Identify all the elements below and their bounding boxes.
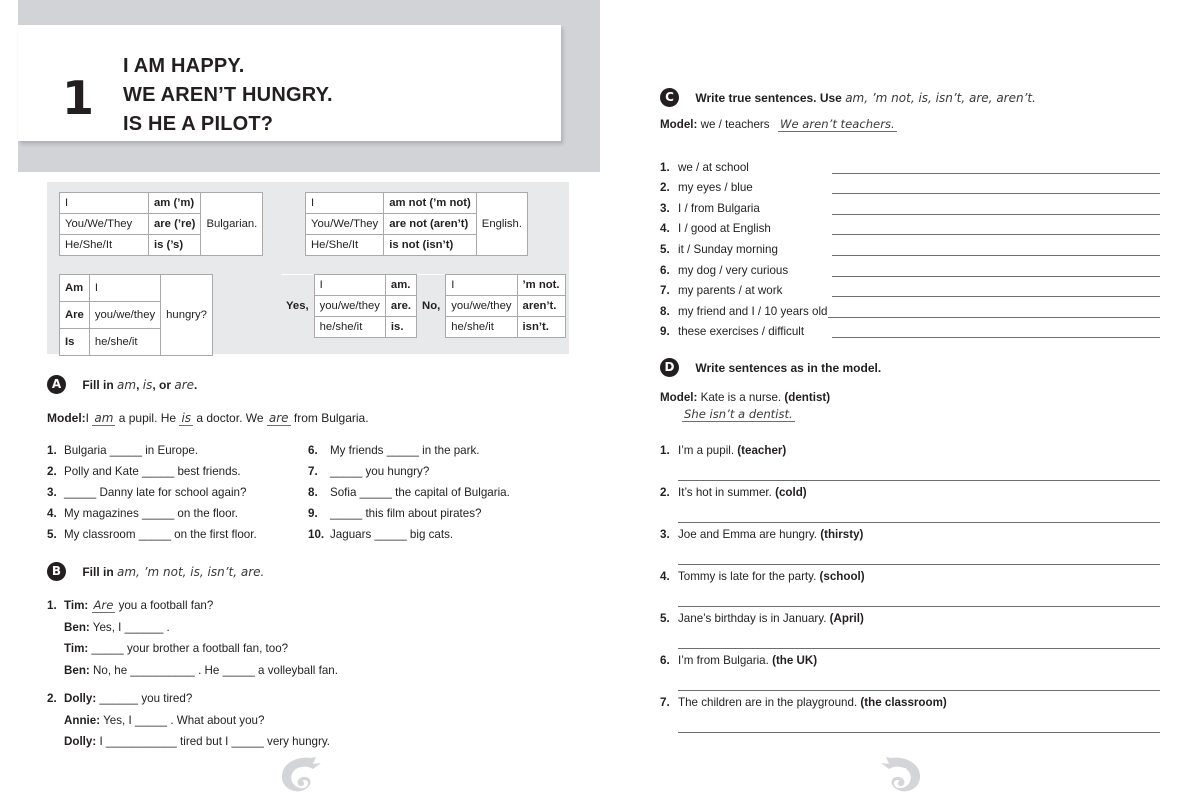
speaker-label: Tim: — [64, 599, 89, 612]
item-number: 4. — [660, 570, 670, 583]
item-text: my friend and I / 10 years old — [678, 304, 828, 318]
answer-line[interactable] — [832, 263, 1160, 277]
answer-line[interactable] — [832, 242, 1160, 256]
instr-hand: is — [142, 377, 153, 392]
item-number: 2. — [660, 181, 670, 195]
list-item[interactable] — [660, 174, 1160, 195]
instr-hand: am — [117, 377, 137, 392]
exercise-d-instruction: Write sentences as in the model. — [695, 360, 882, 375]
item-number: 5. — [660, 612, 670, 625]
item-text: _____ this film about pirates? — [330, 507, 482, 520]
model-label: Model: — [47, 411, 86, 425]
unit-number: 1 — [61, 71, 94, 125]
exercise-c-instruction — [695, 91, 1036, 105]
item-number: 7. — [660, 284, 670, 298]
item-number: 1. — [660, 444, 670, 457]
dialogue-line[interactable] — [47, 638, 338, 660]
exercise-d-heading — [660, 358, 881, 377]
dialogue-line[interactable] — [47, 595, 338, 617]
item-text: I’m from Bulgaria. — [678, 654, 773, 667]
exercise-c-badge: C — [660, 88, 679, 107]
item-number: 3. — [660, 201, 670, 215]
grammar-table-negative — [305, 192, 528, 256]
model-answer: am — [94, 411, 114, 425]
item-text: these exercises / difficult — [678, 325, 805, 339]
list-item[interactable] — [47, 503, 257, 524]
model-cue: (dentist) — [784, 391, 831, 404]
item-text: My classroom _____ on the first floor. — [64, 528, 257, 541]
exercise-d-badge: D — [660, 358, 679, 377]
item-text: It’s hot in summer. — [678, 486, 776, 499]
dialogue-text: I ___________ tired but I _____ very hungry. — [96, 735, 330, 748]
item-number: 3. — [47, 486, 57, 499]
item-number: 10. — [308, 528, 325, 541]
verb-cell: am (’m) — [149, 193, 201, 214]
model-text: from Bulgaria. — [290, 411, 369, 425]
page-number-marker-left — [277, 755, 325, 795]
item-text: Jane’s birthday is in January. — [678, 612, 830, 625]
list-item[interactable] — [660, 318, 1160, 339]
unit-title-line-2: WE AREN’T HUNGRY. — [123, 84, 333, 106]
item-text: My friends _____ in the park. — [330, 444, 480, 457]
item-number: 8. — [308, 486, 318, 499]
subject-cell: you/we/they — [446, 296, 517, 317]
instr-hand: are — [174, 377, 195, 392]
unit-title-line-1: I AM HAPPY. — [123, 55, 245, 77]
verb-cell: is. — [385, 317, 416, 338]
answer-line[interactable] — [828, 304, 1160, 318]
subject-cell: I — [60, 193, 149, 214]
list-item[interactable] — [308, 440, 510, 461]
item-number: 1. — [47, 444, 57, 457]
verb-cell: am. — [385, 275, 416, 296]
verb-cell: Are — [60, 302, 90, 329]
model-answer: We aren’t teachers. — [780, 117, 895, 131]
item-text: we / at school — [678, 160, 749, 174]
verb-cell: is not (isn’t) — [384, 235, 477, 256]
speaker-label: Tim: — [64, 642, 89, 655]
item-text: my dog / very curious — [678, 263, 789, 277]
instr-text: Write true sentences. Use — [695, 90, 846, 105]
list-item[interactable] — [660, 444, 1160, 486]
verb-cell: are (’re) — [149, 214, 201, 235]
item-number: 5. — [660, 242, 670, 256]
subject-cell: He/She/It — [60, 235, 149, 256]
item-number: 8. — [660, 304, 670, 318]
exercise-a-badge: A — [47, 375, 66, 394]
model-answer: are — [268, 411, 289, 425]
item-text: _____ you hungry? — [330, 465, 430, 478]
subject-cell: you/we/they — [89, 302, 160, 329]
grammar-reference-box — [47, 182, 569, 354]
item-text: my parents / at work — [678, 284, 783, 298]
item-prompt — [660, 486, 1160, 499]
speaker-label: Dolly: — [64, 735, 97, 748]
item-number: 3. — [660, 528, 670, 541]
list-item[interactable] — [47, 440, 257, 461]
model-prompt: we / teachers — [700, 118, 770, 131]
item-number: 1. — [47, 599, 57, 612]
dialogue-text: Yes, I _____ . What about you? — [103, 713, 265, 727]
subject-cell: You/We/They — [306, 214, 384, 235]
item-cue: (thirsty) — [820, 528, 864, 541]
verb-cell: ’m not. — [517, 275, 565, 296]
item-number: 1. — [660, 160, 670, 174]
dialogue-text: ______ you tired? — [96, 692, 193, 705]
instr-hand: am, ’m not, is, isn’t, are, aren’t. — [845, 90, 1036, 105]
list-item[interactable] — [660, 194, 1160, 215]
model-answer: is — [181, 411, 192, 425]
item-cue: (the classroom) — [860, 696, 947, 709]
item-text: I / from Bulgaria — [678, 201, 760, 215]
model-label: Model: — [660, 118, 698, 131]
item-text: it / Sunday morning — [678, 242, 778, 256]
list-item[interactable] — [660, 612, 1160, 654]
model-text: a pupil. He — [115, 411, 180, 425]
complement-cell: Bulgarian. — [201, 193, 263, 256]
item-prompt — [660, 696, 1160, 709]
verb-cell: aren’t. — [517, 296, 565, 317]
item-text: my eyes / blue — [678, 181, 753, 195]
item-text: Jaguars _____ big cats. — [330, 528, 454, 541]
answer-line[interactable] — [832, 221, 1160, 235]
item-cue: (teacher) — [737, 444, 787, 457]
exercise-c-heading — [660, 88, 1036, 107]
complement-cell: English. — [476, 193, 527, 256]
grammar-table-affirmative — [59, 192, 263, 256]
list-item[interactable] — [308, 482, 510, 503]
item-text: _____ Danny late for school again? — [64, 486, 247, 499]
dialogue-line[interactable] — [47, 710, 330, 732]
answer-line[interactable] — [832, 201, 1160, 215]
page-number: 4 — [298, 765, 306, 780]
list-item[interactable] — [660, 215, 1160, 236]
instr-text: Fill in — [82, 564, 118, 579]
verb-cell: are not (aren’t) — [384, 214, 477, 235]
exercise-d-model — [660, 391, 1160, 421]
dialogue-line[interactable] — [47, 731, 330, 753]
instr-text: . — [194, 377, 198, 392]
item-number: 4. — [660, 222, 670, 236]
model-label: Model: — [660, 391, 698, 404]
verb-cell: am not (’m not) — [384, 193, 477, 214]
exercise-a-model — [47, 411, 369, 425]
item-prompt — [660, 612, 1160, 625]
item-cue: (the UK) — [772, 654, 818, 667]
item-prompt — [660, 528, 1160, 541]
speaker-label: Annie: — [64, 713, 101, 727]
table-row — [306, 193, 528, 214]
item-text: Sofia _____ the capital of Bulgaria. — [330, 486, 510, 499]
page-number-marker-right — [877, 755, 925, 795]
item-text: Joe and Emma are hungry. — [678, 528, 821, 541]
verb-cell: Is — [60, 329, 90, 356]
item-text: I / good at English — [678, 222, 771, 236]
item-number: 2. — [47, 692, 57, 705]
unit-title-box — [18, 25, 561, 141]
no-label: No, — [417, 275, 446, 338]
subject-cell: he/she/it — [314, 317, 385, 338]
subject-cell: I — [306, 193, 384, 214]
item-number: 6. — [660, 263, 670, 277]
verb-cell: are. — [385, 296, 416, 317]
list-item[interactable] — [660, 256, 1160, 277]
item-text: Polly and Kate _____ best friends. — [64, 465, 241, 478]
item-number: 9. — [308, 507, 318, 520]
verb-cell: is (’s) — [149, 235, 201, 256]
list-item[interactable] — [660, 486, 1160, 528]
subject-cell: you/we/they — [314, 296, 385, 317]
item-text: Tommy is late for the party. — [678, 570, 820, 583]
unit-title-line-3: IS HE A PILOT? — [123, 113, 274, 135]
table-row — [60, 193, 263, 214]
exercise-a-items-right — [308, 440, 510, 545]
list-item[interactable] — [660, 235, 1160, 256]
list-item[interactable] — [660, 654, 1160, 696]
item-number: 2. — [660, 486, 670, 499]
item-number: 2. — [47, 465, 57, 478]
exercise-a-instruction — [82, 378, 197, 392]
subject-cell: I — [314, 275, 385, 296]
item-text: Bulgaria _____ in Europe. — [64, 444, 199, 457]
subject-cell: he/she/it — [89, 329, 160, 356]
exercise-c-items — [660, 153, 1160, 338]
exercise-d-items — [660, 444, 1160, 738]
list-item[interactable] — [47, 461, 257, 482]
item-cue: (school) — [819, 570, 865, 583]
list-item[interactable] — [660, 277, 1160, 298]
dialogue-line[interactable] — [47, 617, 338, 639]
answer-line[interactable] — [678, 731, 1160, 733]
instr-hand: am, ’m not, is, isn’t, are. — [117, 564, 265, 579]
item-cue: (cold) — [775, 486, 807, 499]
exercise-a-heading — [47, 375, 197, 394]
answer-line[interactable] — [832, 180, 1160, 194]
item-prompt — [660, 570, 1160, 583]
speaker-label: Ben: — [64, 663, 90, 677]
answer-line[interactable] — [678, 479, 1160, 481]
dialogue-line[interactable] — [47, 688, 330, 710]
model-prompt-line — [660, 391, 1160, 404]
dialogue-text: you a football fan? — [115, 599, 214, 612]
list-item[interactable] — [308, 524, 510, 545]
item-prompt — [660, 444, 1160, 457]
model-answer: She isn’t a dentist. — [684, 407, 793, 421]
list-item[interactable] — [660, 153, 1160, 174]
model-answer-line — [660, 407, 1160, 421]
item-cue: (April) — [829, 612, 864, 625]
list-item[interactable] — [660, 570, 1160, 612]
right-page — [600, 0, 1200, 807]
exercise-b-dialogue-2 — [47, 688, 330, 753]
exercise-c-model — [660, 117, 1160, 131]
instr-text: , — [136, 377, 143, 392]
model-text: a doctor. We — [193, 411, 267, 425]
subject-cell: I — [89, 275, 160, 302]
item-number: 7. — [660, 696, 670, 709]
item-number: 6. — [660, 654, 670, 667]
exercise-b-badge: B — [47, 562, 66, 581]
answer-line[interactable] — [678, 521, 1160, 523]
exercise-b-instruction — [82, 565, 264, 579]
answer-line[interactable] — [678, 605, 1160, 607]
instr-text: , or — [152, 377, 175, 392]
dialogue-text: _____ your brother a football fan, too? — [91, 642, 289, 655]
subject-cell: He/She/It — [306, 235, 384, 256]
model-prompt: Kate is a nurse. — [700, 391, 782, 404]
list-item[interactable] — [660, 528, 1160, 570]
grammar-table-question — [59, 274, 213, 356]
answer-line[interactable] — [832, 283, 1160, 297]
answer-line[interactable] — [832, 160, 1160, 174]
list-item[interactable] — [660, 696, 1160, 738]
filled-answer: Are — [93, 598, 114, 612]
dialogue-line[interactable] — [47, 660, 338, 682]
verb-cell: Am — [60, 275, 90, 302]
speaker-label: Dolly: — [64, 692, 97, 705]
item-prompt — [660, 654, 1160, 667]
answer-line[interactable] — [678, 689, 1160, 691]
item-number: 5. — [47, 528, 57, 541]
complement-cell: hungry? — [161, 275, 213, 356]
item-number: 9. — [660, 325, 670, 339]
unit-title-lines — [123, 52, 333, 139]
item-number: 6. — [308, 444, 318, 457]
answer-line[interactable] — [832, 324, 1160, 338]
model-text: I — [85, 411, 93, 425]
subject-cell: I — [446, 275, 517, 296]
item-text: My magazines _____ on the floor. — [64, 507, 239, 520]
speaker-label: Ben: — [64, 620, 90, 634]
item-text: The children are in the playground. — [678, 696, 861, 709]
answer-line[interactable] — [678, 647, 1160, 649]
grammar-table-short-answers — [281, 274, 566, 338]
list-item[interactable] — [47, 482, 257, 503]
subject-cell: You/We/They — [60, 214, 149, 235]
dialogue-text: Yes, I ______ . — [92, 620, 170, 634]
list-item[interactable] — [47, 524, 257, 545]
list-item[interactable] — [308, 461, 510, 482]
list-item[interactable] — [308, 503, 510, 524]
instr-text: Fill in — [82, 377, 118, 392]
subject-cell: he/she/it — [446, 317, 517, 338]
page-number: 5 — [900, 765, 908, 780]
yes-label: Yes, — [281, 275, 314, 338]
item-number: 4. — [47, 507, 57, 520]
list-item[interactable] — [660, 297, 1160, 318]
exercise-b-heading — [47, 562, 264, 581]
table-row — [281, 275, 565, 296]
dialogue-text: No, he __________ . He _____ a volleyball fan. — [93, 663, 338, 677]
exercise-b-dialogue-1 — [47, 595, 338, 681]
answer-line[interactable] — [678, 563, 1160, 565]
item-number: 7. — [308, 465, 318, 478]
item-text: I’m a pupil. — [678, 444, 738, 457]
verb-cell: isn’t. — [517, 317, 565, 338]
exercise-a-items-left — [47, 440, 257, 545]
table-row — [60, 275, 213, 302]
